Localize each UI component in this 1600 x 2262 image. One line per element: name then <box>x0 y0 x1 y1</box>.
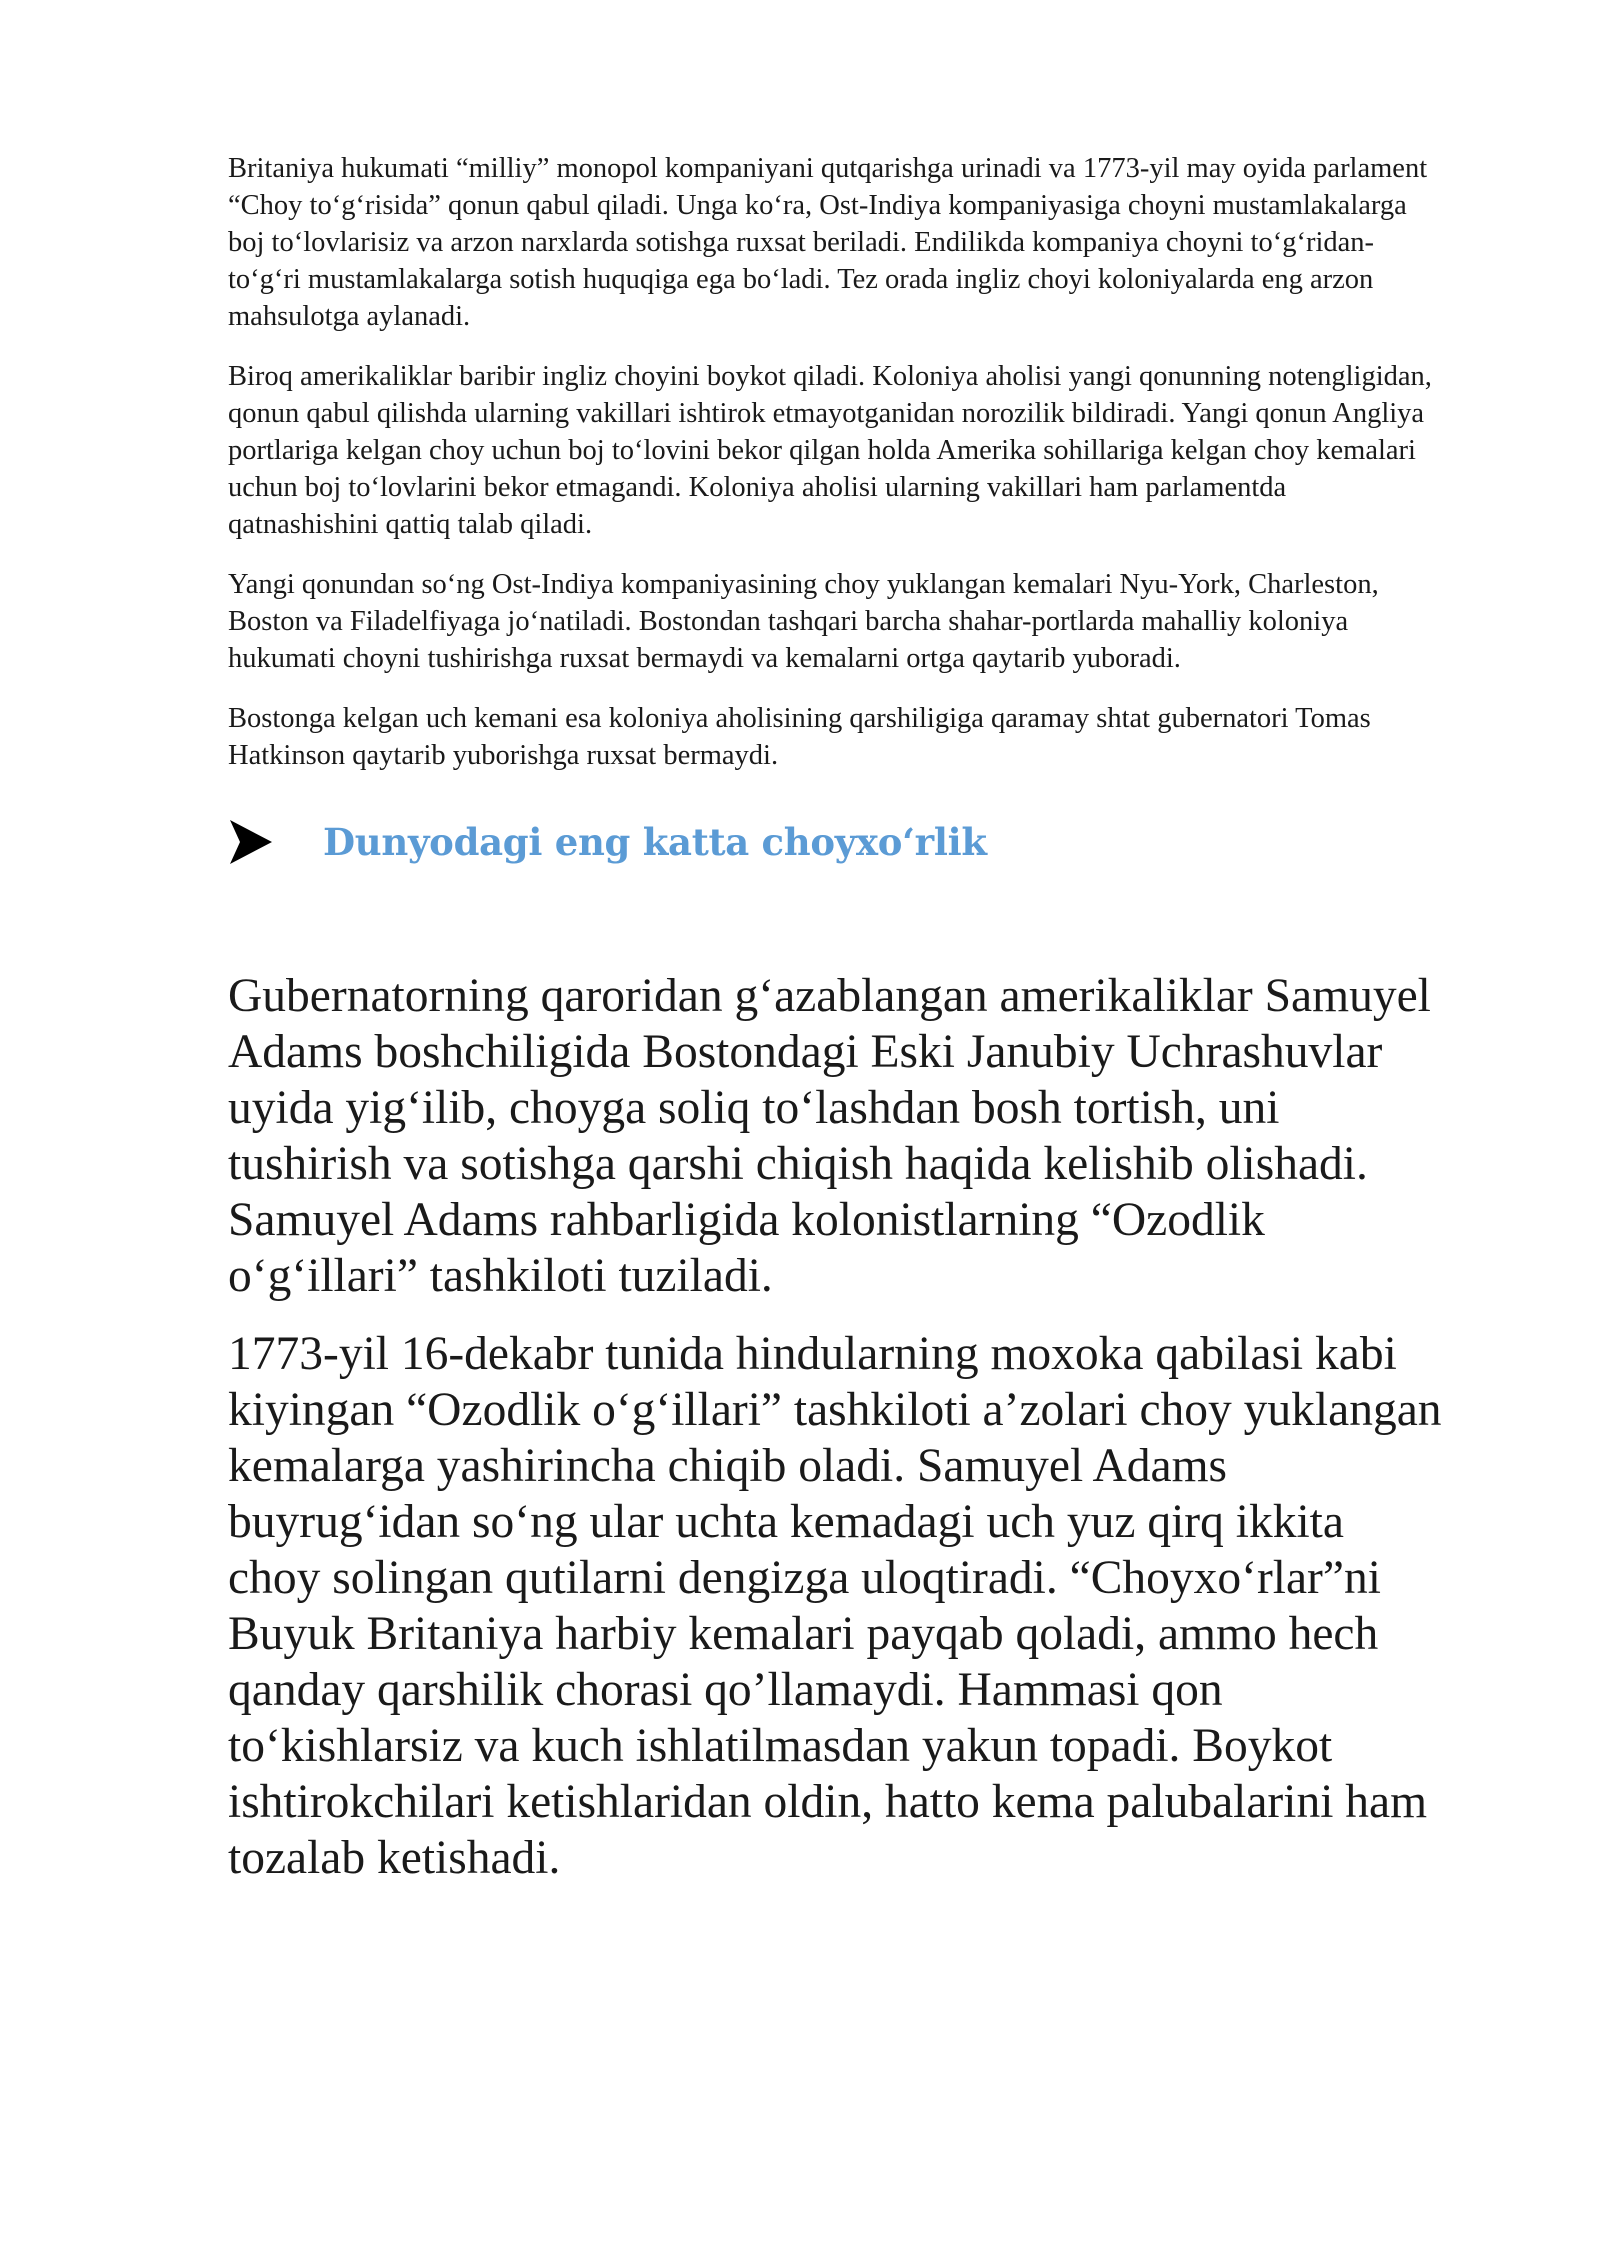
paragraph: 1773-yil 16-dekabr tunida hindularning moxoka qabilasi kabi kiyingan “Ozodlik o‘g‘illari” tashkiloti a’zolari choy yuklangan kemalarga yashirincha chiqib oladi. Samuyel Adams buyrug‘idan so‘ng ular uchta kemadagi uch yuz qirq ikkita choy solingan qutilarni dengizga uloqtiradi. “Choyxo‘rlar”ni Buyuk Britaniya harbiy kemalari payqab qoladi, ammo hech qanday qarshilik chorasi qo’llamaydi. Hammasi qon to‘kishlarsiz va kuch ishlatilmasdan yakun topadi. Boykot ishtirokchilari ketishlaridan oldin, hatto kema palubalarini ham tozalab ketishadi. <box>228 1328 1442 1884</box>
section-heading-text: Dunyodagi eng katta choyxo‘rlik <box>323 820 987 864</box>
paragraph: Bostonga kelgan uch kemani esa koloniya aholisining qarshiligiga qaramay shtat gubernatori Tomas Hatkinson qaytarib yuborishga ruxsat bermaydi. <box>228 703 1371 771</box>
paragraph: Yangi qonundan so‘ng Ost-Indiya kompaniyasining choy yuklangan kemalari Nyu-York, Charleston, Boston va Filadelfiyaga jo‘natiladi. Bostondan tashqari barcha shahar-portlarda mahalliy koloniya hukumati choyni tushirishga ruxsat bermaydi va kemalarni ortga qaytarib yuboradi. <box>228 569 1379 674</box>
paragraph: Biroq amerikaliklar baribir ingliz choyini boykot qiladi. Koloniya aholisi yangi qonunning notengligidan, qonun qabul qilishda ularning vakillari ishtirok etmayotganidan norozilik bildiradi. Yangi qonun Angliya portlariga kelgan choy uchun boj to‘lovini bekor qilgan holda Amerika sohillariga kelgan choy kemalari uchun boj to‘lovlarini bekor etmagandi. Koloniya aholisi ularning vakillari ham parlamentda qatnashishini qattiq talab qiladi. <box>228 361 1432 540</box>
paragraph: Gubernatorning qaroridan g‘azablangan amerikaliklar Samuyel Adams boshchiligida Bostondagi Eski Janubiy Uchrashuvlar uyida yig‘ilib, choyga soliq to‘lashdan bosh tortish, uni tushirish va sotishga qarshi chiqish haqida kelishib olishadi. Samuyel Adams rahbarligida kolonistlarning “Ozodlik o‘g‘illari” tashkiloti tuziladi. <box>228 970 1431 1302</box>
large-text-block <box>228 968 1443 1886</box>
section-heading <box>228 812 1443 872</box>
document-page <box>228 150 1443 1908</box>
paragraph: Britaniya hukumati “milliy” monopol kompaniyani qutqarishga urinadi va 1773-yil may oyida parlament “Choy to‘g‘risida” qonun qabul qiladi. Unga ko‘ra, Ost-Indiya kompaniyasiga choyni mustamlakalarga boj to‘lovlarisiz va arzon narxlarda sotishga ruxsat beriladi. Endilikda kompaniya choyni to‘g‘ridan-to‘g‘ri mustamlakalarga sotish huquqiga ega bo‘ladi. Tez orada ingliz choyi koloniyalarda eng arzon mahsulotga aylanadi. <box>228 153 1428 332</box>
arrow-bullet-icon <box>228 818 274 866</box>
